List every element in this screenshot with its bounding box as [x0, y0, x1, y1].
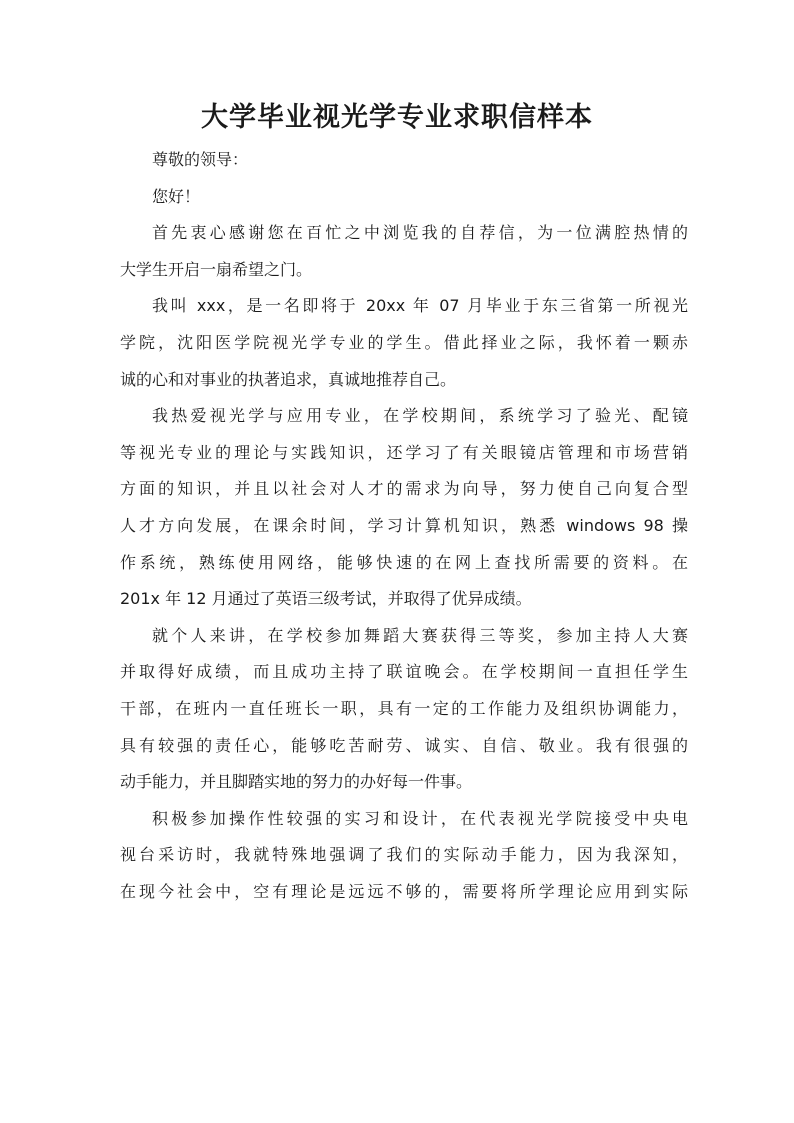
greeting — [120, 179, 688, 216]
paragraph-line: 大学生开启一扇希望之门。 — [120, 259, 313, 279]
paragraph-line: 等视光专业的理论与实践知识，还学习了有关眼镜店管理和市场营销 — [120, 442, 688, 462]
paragraph-line: 方面的知识，并且以社会对人才的需求为向导，努力使自己向复合型 — [120, 479, 688, 499]
paragraph-line: 动手能力，并且脚踏实地的努力的办好每一件事。 — [120, 772, 473, 792]
document-title: 大学毕业视光学专业求职信样本 — [201, 102, 593, 133]
paragraph-line: 干部，在班内一直任班长一职，具有一定的工作能力及组织协调能力， — [120, 698, 688, 718]
paragraph-5 — [120, 801, 688, 911]
greeting-line: 您好！ — [152, 186, 201, 206]
letter-body — [120, 142, 688, 910]
paragraph-line: 201x 年 12 月通过了英语三级考试，并取得了优异成绩。 — [120, 589, 532, 609]
paragraph-line: 积极参加操作性较强的实习和设计，在代表视光学院接受中央电 — [152, 808, 688, 828]
salutation — [120, 142, 688, 179]
paragraph-line: 我热爱视光学与应用专业，在学校期间，系统学习了验光、配镜 — [152, 406, 688, 426]
paragraph-3 — [120, 398, 688, 618]
paragraph-line: 人才方向发展，在课余时间，学习计算机知识，熟悉 windows 98 操 — [120, 515, 688, 535]
paragraph-line: 就个人来讲，在学校参加舞蹈大赛获得三等奖，参加主持人大赛 — [152, 625, 688, 645]
paragraph-4 — [120, 618, 688, 801]
paragraph-line: 学院，沈阳医学院视光学专业的学生。借此择业之际，我怀着一颗赤 — [120, 332, 688, 352]
paragraph-line: 首先衷心感谢您在百忙之中浏览我的自荐信，为一位满腔热情的 — [152, 223, 688, 243]
paragraph-2 — [120, 288, 688, 398]
paragraph-line: 作系统，熟练使用网络，能够快速的在网上查找所需要的资料。在 — [120, 552, 688, 572]
paragraph-line: 诚的心和对事业的执著追求，真诚地推荐自己。 — [120, 369, 457, 389]
paragraph-line: 视台采访时，我就特殊地强调了我们的实际动手能力，因为我深知， — [120, 845, 688, 865]
paragraph-line: 在现今社会中，空有理论是远远不够的，需要将所学理论应用到实际 — [120, 881, 688, 901]
salutation-line: 尊敬的领导： — [152, 150, 249, 169]
paragraph-line: 具有较强的责任心，能够吃苦耐劳、诚实、自信、敬业。我有很强的 — [120, 735, 688, 755]
paragraph-1 — [120, 215, 688, 288]
paragraph-line: 并取得好成绩，而且成功主持了联谊晚会。在学校期间一直担任学生 — [120, 662, 688, 682]
paragraph-line: 我叫 xxx，是一名即将于 20xx 年 07 月毕业于东三省第一所视光 — [152, 296, 688, 316]
